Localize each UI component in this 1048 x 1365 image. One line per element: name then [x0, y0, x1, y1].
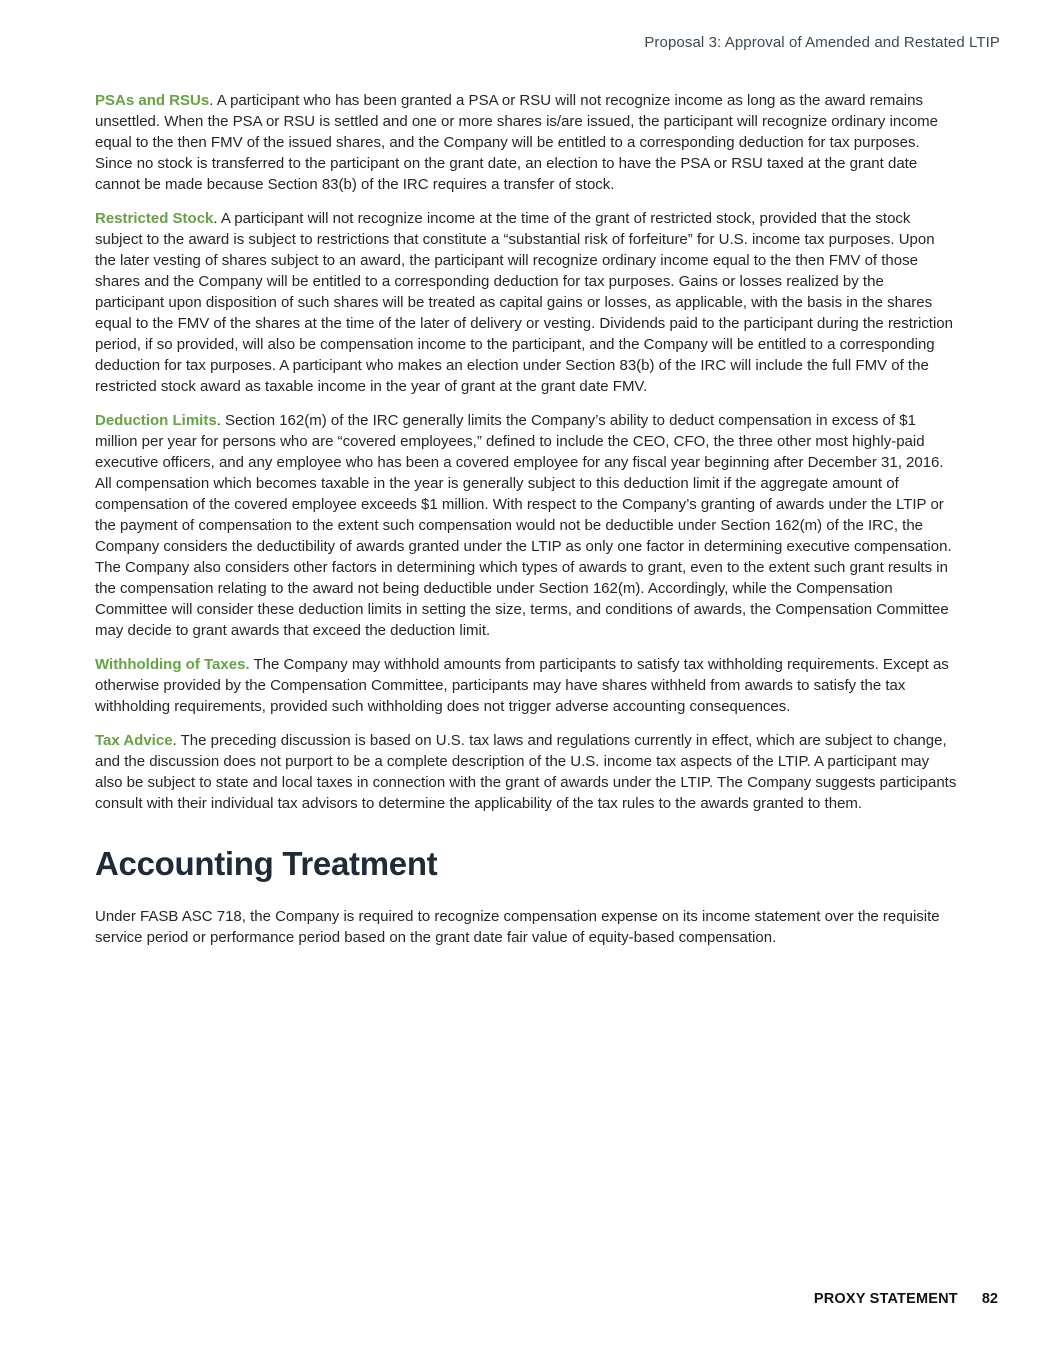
paragraph-lead-separator: . [209, 92, 217, 109]
paragraph-lead-in: Deduction Limits [95, 412, 217, 429]
paragraph-lead-in: Tax Advice [95, 732, 173, 749]
page-footer [814, 1291, 998, 1307]
paragraph-tax-advice [95, 730, 957, 814]
footer-label: PROXY STATEMENT [813, 1291, 958, 1307]
paragraph-psas-and-rsus [95, 90, 957, 195]
paragraph-text: A participant will not recognize income at the time of the grant of restricted stock, provided that the stock subject to the award is subject to restrictions that constitute a “substantial risk of forfeiture” for U.S. income tax purposes. Upon the later vesting of shares subject to an award, the participant will recognize ordinary income equal to the then FMV of those shares and the Company will be entitled to a corresponding deduction for tax purposes. Gains or losses realized by the participant upon disposition of such shares will be treated as capital gains or losses, as applicable, with the basis in the shares equal to the FMV of the shares at the time of the later of delivery or vesting. Dividends paid to the participant during the restriction period, if so provided, will also be compensation income to the participant, and the Company will be entitled to a corresponding deduction for tax purposes. A participant who makes an election under Section 83(b) of the IRC will include the full FMV of the restricted stock award as taxable income in the year of grant at the grant date FMV. [95, 210, 953, 395]
paragraph-text: Section 162(m) of the IRC generally limits the Company’s ability to deduct compensation in excess of $1 million per year for persons who are “covered employees,” defined to include the CEO, CFO, the three other most highly-paid executive officers, and any employee who has been a covered employee for any fiscal year beginning after December 31, 2016. All compensation which becomes taxable in the year is generally subject to this deduction limit if the aggregate amount of compensation of the covered employee exceeds $1 million. With respect to the Company’s granting of awards under the LTIP or the payment of compensation to the extent such compensation would not be deductible under Section 162(m) of the IRC, the Company considers the deductibility of awards granted under the LTIP as only one factor in determining executive compensation. The Company also considers other factors in determining which types of awards to grant, even to the extent such grant results in the compensation relating to the award not being deductible under Section 162(m). Accordingly, while the Compensation Committee will consider these deduction limits in setting the size, terms, and conditions of awards, the Compensation Committee may decide to grant awards that exceed the deduction limit. [95, 412, 952, 639]
paragraph-lead-separator: . [172, 732, 181, 749]
paragraph-withholding-of-taxes [95, 654, 957, 717]
paragraph-text: A participant who has been granted a PSA or RSU will not recognize income as long as the award remains unsettled. When the PSA or RSU is settled and one or more shares is/are issued, the participant will recognize ordinary income equal to the then FMV of the issued shares, and the Company will be entitled to a corresponding deduction for tax purposes. Since no stock is transferred to the participant on the grant date, an election to have the PSA or RSU taxed at the grant date cannot be made because Section 83(b) of the IRC requires a transfer of stock. [95, 92, 938, 193]
paragraph-text: The Company may withhold amounts from participants to satisfy tax withholding requirements. Except as otherwise provided by the Compensation Committee, participants may have shares withheld from awards to satisfy the tax withholding requirements, provided such withholding does not trigger adverse accounting consequences. [95, 656, 949, 715]
section-heading-accounting-treatment: Accounting Treatment [95, 845, 438, 882]
running-header: Proposal 3: Approval of Amended and Restated LTIP [644, 34, 1000, 51]
paragraph-text: The preceding discussion is based on U.S. tax laws and regulations currently in effect, which are subject to change, and the discussion does not purport to be a complete description of the U.S. income tax aspects of the LTIP. A participant may also be subject to state and local taxes in connection with the grant of awards under the LTIP. The Company suggests participants consult with their individual tax advisors to determine the applicability of the tax rules to the awards granted to them. [95, 732, 957, 812]
footer-page-number: 82 [981, 1291, 998, 1307]
paragraph-lead-separator: . [216, 412, 226, 429]
paragraph-deduction-limits [95, 410, 957, 641]
document-body [95, 90, 957, 961]
paragraph-lead-separator: . [213, 210, 221, 227]
paragraph-lead-in: Withholding of Taxes. [95, 656, 250, 673]
paragraph-accounting-treatment: Under FASB ASC 718, the Company is required to recognize compensation expense on its income statement over the requisite service period or performance period based on the grant date fair value of equity-based compensation. [95, 908, 940, 946]
paragraph-lead-in: PSAs and RSUs [95, 92, 210, 109]
paragraph-lead-in: Restricted Stock [95, 210, 214, 227]
paragraph-restricted-stock [95, 208, 957, 397]
